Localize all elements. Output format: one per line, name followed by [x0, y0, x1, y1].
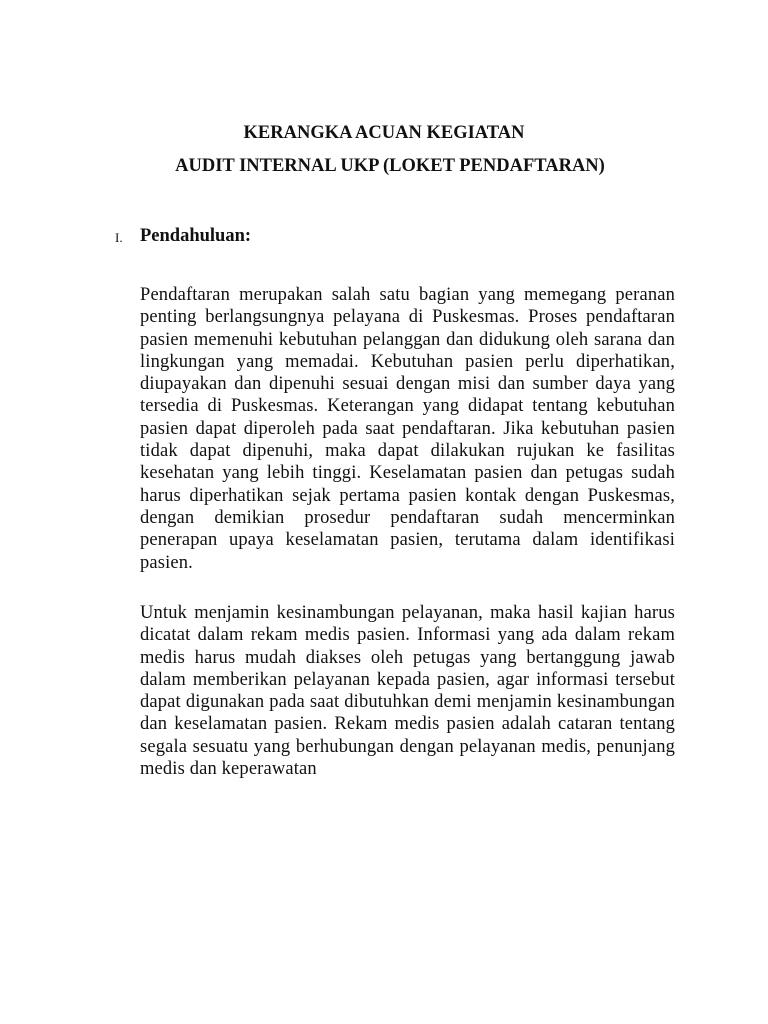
document-title: KERANGKA ACUAN KEGIATAN [243, 123, 525, 143]
body-paragraph: Pendaftaran merupakan salah satu bagian yang memegang peranan penting berlangsungnya pelayana di Puskesmas. Proses pendaftaran pasien memenuhi kebutuhan pelanggan dan didukung oleh sarana dan lingkungan yang memadai. Kebutuhan pasien perlu diperhatikan, diupayakan dan dipenuhi sesuai dengan misi dan sumber daya yang tersedia di Puskesmas. Keterangan yang didapat tentang kebutuhan pasien dapat diperoleh pada saat pendaftaran. Jika kebutuhan pasien tidak dapat dipenuhi, maka dapat dilakukan rujukan ke fasilitas kesehatan yang lebih tinggi. Keselamatan pasien dan petugas sudah harus diperhatikan sejak pertama pasien kontak dengan Puskesmas, dengan demikian prosedur pendaftaran sudah mencerminkan penerapan upaya keselamatan pasien, terutama dalam identifikasi pasien. [140, 285, 675, 573]
document-subtitle: AUDIT INTERNAL UKP (LOKET PENDAFTARAN) [175, 156, 605, 176]
body-paragraph: Untuk menjamin kesinambungan pelayanan, maka hasil kajian harus dicatat dalam rekam medis pasien. Informasi yang ada dalam rekam medis harus mudah diakses oleh petugas yang bertanggung jawab dalam memberikan pelayanan kepada pasien, agar informasi tersebut dapat digunakan pada saat dibutuhkan demi menjamin kesinambungan dan keselamatan pasien. Rekam medis pasien adalah cataran tentang segala sesuatu yang berhubungan dengan pelayanan medis, penunjang medis dan keperawatan [140, 603, 675, 780]
section-heading: Pendahuluan: [140, 226, 252, 246]
section-number: I. [115, 230, 123, 245]
